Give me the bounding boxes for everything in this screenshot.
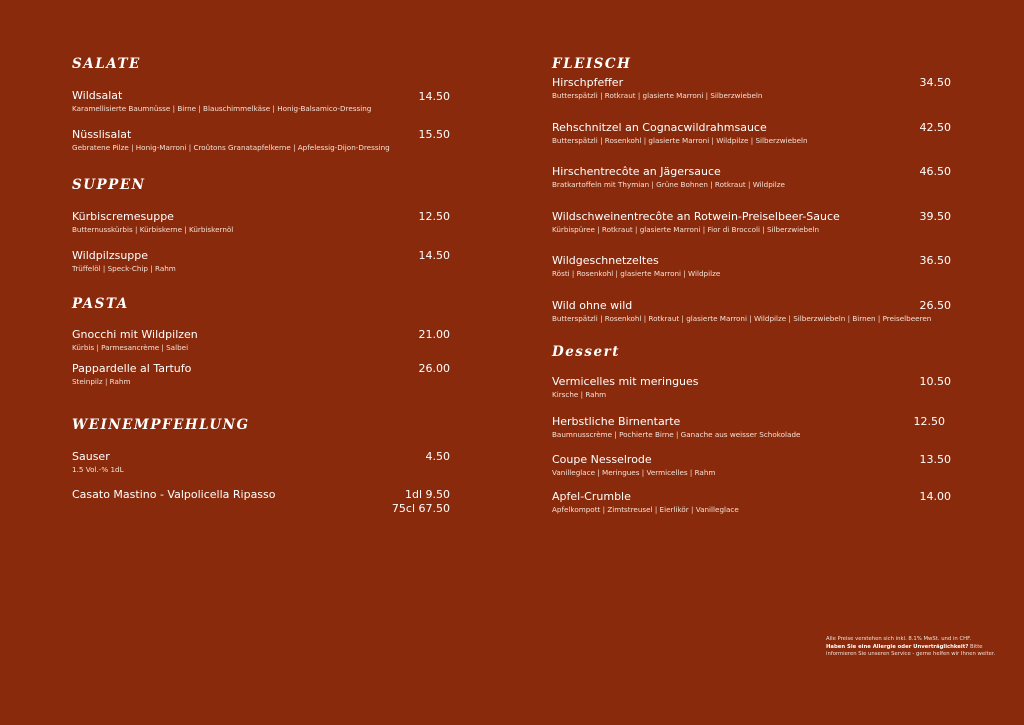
item-description: Trüffelöl | Speck-Chip | Rahm bbox=[72, 264, 176, 273]
item-price: 14.00 bbox=[919, 490, 951, 503]
item-description: Kürbis | Parmesancrème | Salbei bbox=[72, 343, 189, 352]
menu-item bbox=[72, 450, 450, 475]
item-name: Wildsalat bbox=[72, 89, 123, 102]
item-name: Gnocchi mit Wildpilzen bbox=[72, 328, 198, 341]
menu-item bbox=[552, 453, 951, 478]
item-name: Herbstliche Birnentarte bbox=[552, 415, 681, 428]
item-price: 14.50 bbox=[418, 249, 450, 262]
item-price: 34.50 bbox=[919, 76, 951, 89]
menu-item bbox=[552, 415, 951, 440]
menu-item bbox=[72, 89, 450, 114]
item-name: Casato Mastino - Valpolicella Ripasso bbox=[72, 488, 276, 501]
item-description: Karamellisierte Baumnüsse | Birne | Blauschimmelkäse | Honig-Balsamico-Dressing bbox=[72, 104, 372, 113]
item-price: 46.50 bbox=[919, 165, 951, 178]
item-price: 4.50 bbox=[425, 450, 450, 463]
item-name: Rehschnitzel an Cognacwildrahmsauce bbox=[552, 121, 767, 134]
item-name: Wildpilzsuppe bbox=[72, 249, 149, 262]
price-allergy-note bbox=[826, 636, 996, 659]
item-name: Vermicelles mit meringues bbox=[552, 375, 699, 388]
item-description: Apfelkompott | Zimtstreusel | Eierlikör | Vanilleglace bbox=[552, 505, 739, 514]
item-description: Butterspätzli | Rosenkohl | Rotkraut | glasierte Marroni | Wildpilze | Silberzwiebeln | Birnen | Preiselbeeren bbox=[552, 314, 932, 323]
item-name: Nüsslisalat bbox=[72, 128, 132, 141]
section-title-pasta: PASTA bbox=[72, 296, 129, 312]
item-name: Wildschweinentrecôte an Rotwein-Preiselbeer-Sauce bbox=[552, 210, 840, 223]
item-name: Kürbiscremesuppe bbox=[72, 210, 174, 223]
item-name: Wild ohne wild bbox=[552, 299, 633, 312]
menu-item bbox=[552, 254, 951, 279]
item-price: 1dl 9.50 bbox=[404, 488, 450, 501]
item-price: 21.00 bbox=[418, 328, 450, 341]
item-description: Vanilleglace | Meringues | Vermicelles | Rahm bbox=[552, 468, 716, 477]
item-price: 10.50 bbox=[919, 375, 951, 388]
menu-item bbox=[552, 76, 951, 101]
item-name: Hirschpfeffer bbox=[552, 76, 624, 89]
menu-item bbox=[72, 362, 450, 387]
section-title-fleisch: FLEISCH bbox=[552, 56, 632, 72]
item-price: 26.50 bbox=[919, 299, 951, 312]
item-description: Kürbispüree | Rotkraut | glasierte Marroni | Fior di Broccoli | Silberzwiebeln bbox=[552, 225, 820, 234]
allergy-question: Haben Sie eine Allergie oder Unverträglichkeit? bbox=[826, 643, 969, 650]
menu-item bbox=[72, 488, 450, 515]
menu-item bbox=[72, 210, 450, 235]
section-title-salate: SALATE bbox=[72, 56, 141, 72]
item-name: Wildgeschnetzeltes bbox=[552, 254, 659, 267]
item-description: Bratkartoffeln mit Thymian | Grüne Bohnen | Rotkraut | Wildpilze bbox=[552, 180, 785, 189]
item-name: Apfel-Crumble bbox=[552, 490, 631, 503]
item-price: 12.50 bbox=[418, 210, 450, 223]
menu-item bbox=[552, 375, 951, 400]
menu-item bbox=[552, 210, 951, 235]
item-price: 36.50 bbox=[919, 254, 951, 267]
section-title-suppen: SUPPEN bbox=[72, 177, 146, 193]
item-price: 15.50 bbox=[418, 128, 450, 141]
menu-item bbox=[552, 299, 951, 324]
item-description: Kirsche | Rahm bbox=[552, 390, 607, 399]
item-name: Sauser bbox=[72, 450, 110, 463]
item-price-secondary: 75cl 67.50 bbox=[391, 502, 450, 515]
item-price: 14.50 bbox=[418, 90, 450, 103]
item-name: Coupe Nesselrode bbox=[552, 453, 652, 466]
menu-item bbox=[552, 490, 951, 515]
menu-item bbox=[552, 121, 951, 146]
item-description: Rösti | Rosenkohl | glasierte Marroni | Wildpilze bbox=[552, 269, 721, 278]
price-note: Alle Preise verstehen sich inkl. 8.1% MwSt. und in CHF. bbox=[826, 636, 972, 642]
menu-item bbox=[72, 328, 450, 353]
allergy-note: Bitte informieren Sie unseren Service - gerne helfen wir Ihnen weiter. bbox=[826, 643, 996, 657]
item-description: Butternusskürbis | Kürbiskerne | Kürbiskernöl bbox=[72, 225, 234, 234]
item-price: 12.50 bbox=[913, 415, 945, 428]
section-title-dessert: Dessert bbox=[552, 344, 620, 360]
item-description: Butterspätzli | Rotkraut | glasierte Marroni | Silberzwiebeln bbox=[552, 91, 763, 100]
menu-item bbox=[72, 249, 450, 274]
menu-item bbox=[72, 128, 450, 153]
item-price: 26.00 bbox=[418, 362, 450, 375]
item-description: Baumnusscrème | Pochierte Birne | Ganache aus weisser Schokolade bbox=[552, 430, 801, 439]
item-description: Gebratene Pilze | Honig-Marroni | Croûtons Granatapfelkerne | Apfelessig-Dijon-Dressing bbox=[72, 143, 390, 152]
section-title-weinempfehlung: WEINEMPFEHLUNG bbox=[72, 417, 250, 433]
item-price: 42.50 bbox=[919, 121, 951, 134]
menu-item bbox=[552, 165, 951, 190]
item-description: Butterspätzli | Rosenkohl | glasierte Marroni | Wildpilze | Silberzwiebeln bbox=[552, 136, 808, 145]
item-description: Steinpilz | Rahm bbox=[72, 377, 131, 386]
item-name: Pappardelle al Tartufo bbox=[72, 362, 192, 375]
item-description: 1.5 Vol.-% 1dL bbox=[72, 465, 124, 474]
item-price: 39.50 bbox=[919, 210, 951, 223]
item-name: Hirschentrecôte an Jägersauce bbox=[552, 165, 721, 178]
item-price: 13.50 bbox=[919, 453, 951, 466]
